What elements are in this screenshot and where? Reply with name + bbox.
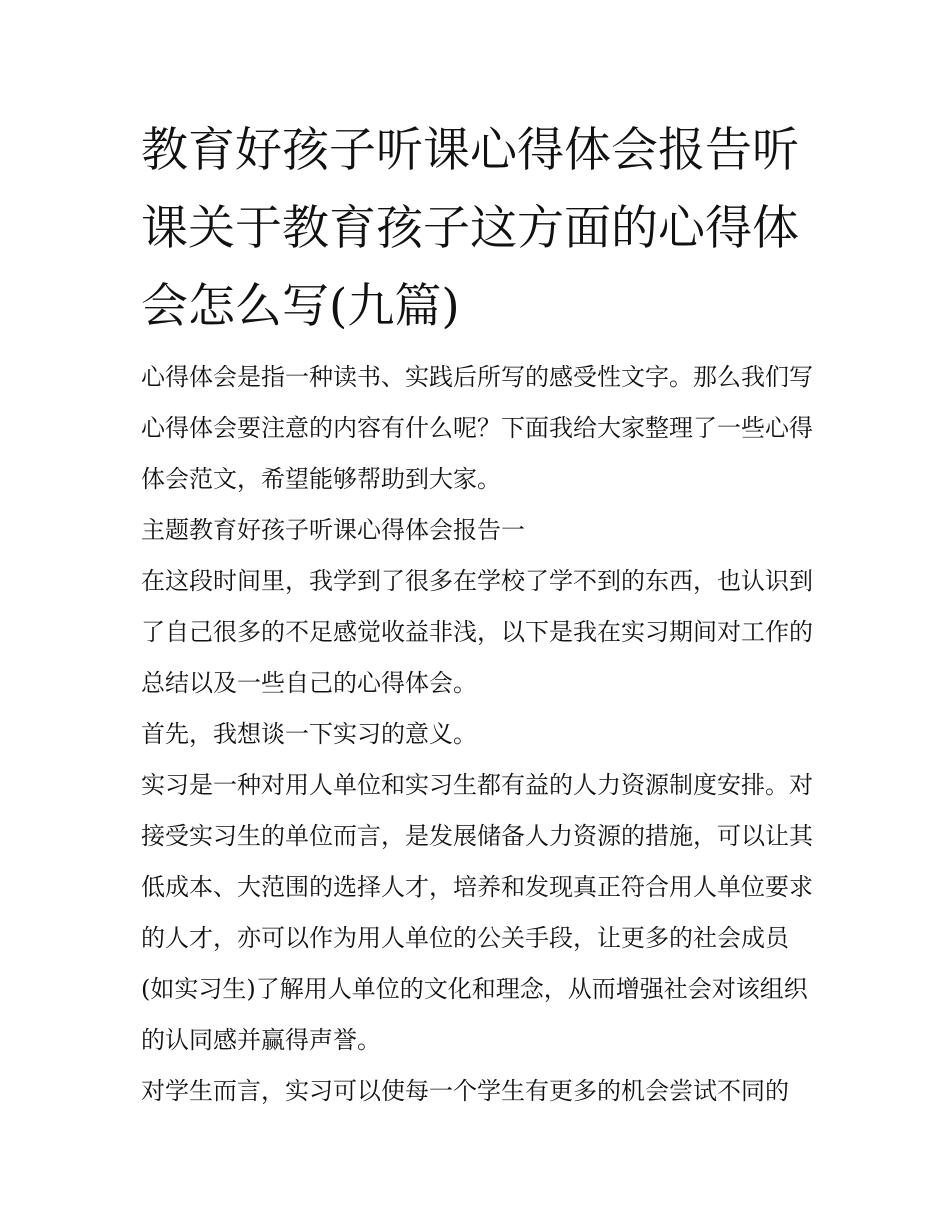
paragraph-section-heading: 主题教育好孩子听课心得体会报告一 <box>141 516 525 544</box>
document-page <box>141 112 813 1117</box>
paragraph-employer-benefits: 实习是一种对用人单位和实习生都有益的人力资源制度安排。对接受实习生的单位而言，是发展储备人力资源的措施，可以让其低成本、大范围的选择人才，培养和发现真正符合用人单位要求的人才，亦可以作为用人单位的公关手段，让更多的社会成员(如实习生)了解用人单位的文化和理念，从而增强社会对该组织的认同感并赢得声誉。 <box>141 771 813 1054</box>
document-title: 教育好孩子听课心得体会报告听课关于教育孩子这方面的心得体会怎么写(九篇) <box>141 123 799 334</box>
paragraph-internship-summary: 在这段时间里，我学到了很多在学校了学不到的东西，也认识到了自己很多的不足感觉收益非浅，以下是我在实习期间对工作的总结以及一些自己的心得体会。 <box>141 567 813 697</box>
paragraph-intro: 心得体会是指一种读书、实践后所写的感受性文字。那么我们写心得体会要注意的内容有什么呢？下面我给大家整理了一些心得体会范文，希望能够帮助到大家。 <box>141 363 813 493</box>
paragraph-meaning-intro: 首先，我想谈一下实习的意义。 <box>141 720 477 748</box>
paragraph-student-benefits: 对学生而言，实习可以使每一个学生有更多的机会尝试不同的 <box>141 1077 789 1105</box>
